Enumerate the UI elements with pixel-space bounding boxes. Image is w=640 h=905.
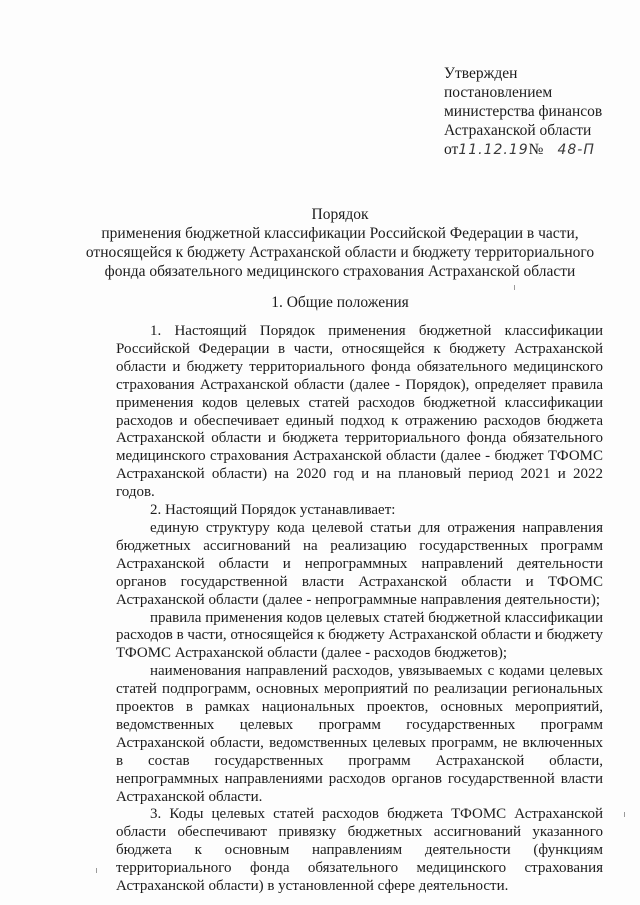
- paragraph: единую структуру кода целевой статьи для отражения направления бюджетных ассигнований на реализацию государственных программ Астраханской области и непрограммных направлений деятельности органов государственной власти Астраханской области и ТФОМС Астраханской области (далее - непрограммные направления деятельности);: [116, 519, 603, 608]
- scan-speck: [624, 812, 625, 817]
- approval-stamp: [444, 64, 634, 160]
- section-body: [116, 323, 603, 896]
- approval-line-3: министерства финансов: [444, 103, 603, 120]
- scan-speck: [514, 285, 515, 290]
- approval-line-2: постановлением: [444, 84, 553, 101]
- date-prefix: от: [444, 141, 459, 158]
- scan-speck: [96, 868, 97, 873]
- document-subtitle: [60, 224, 620, 281]
- subtitle-line-3: фонда обязательного медицинского страхования Астраханской области: [104, 263, 576, 280]
- paragraph: 2. Настоящий Порядок устанавливает:: [150, 502, 396, 519]
- number-prefix: №: [528, 141, 544, 158]
- approval-date-line: [444, 140, 634, 160]
- approval-line-4: Астраханской области: [444, 122, 592, 139]
- paragraph: наименования направлений расходов, увязываемых с кодами целевых статей подпрограмм, основных мероприятий по реализации региональных проектов в рамках национальных проектов, основных мероприятий, ведомственных целевых программ государственных программ Астраханской области, ведомственных целевых программ, не включенных в состав государственных программ Астраханской области, непрограммных направлениями расходов органов государственной власти Астраханской области.: [116, 663, 603, 805]
- subtitle-line-2: относящейся к бюджету Астраханской области и бюджету территориального: [85, 244, 595, 261]
- subtitle-line-1: применения бюджетной классификации Российской Федерации в части,: [101, 225, 579, 242]
- paragraph: 3. Коды целевых статей расходов бюджета ТФОМС Астраханской области обеспечивают привязку бюджетных ассигнований указанного бюджета к основным направлениям деятельности (функциям территориального фонда обязательного медицинского страхования Астраханской области) в установленной сфере деятельности.: [116, 806, 603, 895]
- handwritten-date: 11.12.19: [458, 142, 529, 158]
- paragraph: правила применения кодов целевых статей бюджетной классификации расходов в части, относящейся к бюджету Астраханской области и бюджету ТФОМС Астраханской области (далее - расходов бюджетов);: [116, 609, 603, 662]
- section-heading: 1. Общие положения: [271, 294, 409, 311]
- paragraph: 1. Настоящий Порядок применения бюджетной классификации Российской Федерации в части, относящейся к бюджету Астраханской области и бюджету территориального фонда обязательного медицинского страхования Астраханской области (далее - Порядок), определяет правила применения кодов целевых статей расходов бюджетной классификации расходов и обеспечивает единый подход к отражению расходов бюджета Астраханской области и бюджета территориального фонда обязательного медицинского страхования Астраханской области (далее - бюджет ТФОМС Астраханской области) на 2020 год и на плановый период 2021 и 2022 годов.: [116, 323, 603, 501]
- document-title: Порядок: [311, 206, 369, 223]
- handwritten-number: 48-П: [557, 142, 595, 158]
- approval-line-1: Утвержден: [444, 65, 518, 82]
